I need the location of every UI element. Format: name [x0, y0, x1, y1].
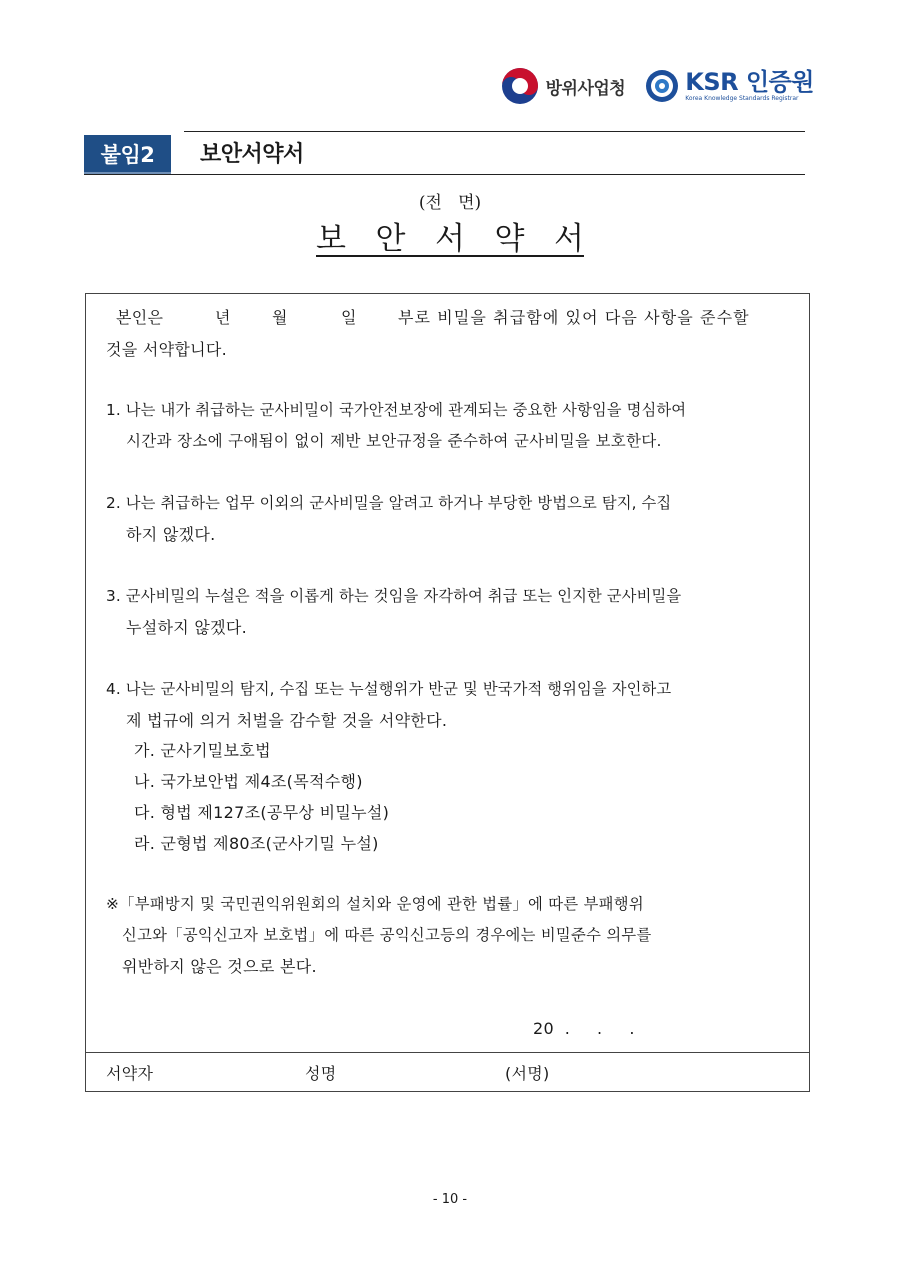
- item-4-line1: 4. 나는 군사비밀의 탐지, 수집 또는 누설행위가 반군 및 반국가적 행위임을 자인하고: [106, 680, 672, 698]
- document-title-text: 보 안 서 약 서: [316, 221, 584, 257]
- signature-divider: [86, 1052, 809, 1053]
- ksr-logo: [645, 69, 814, 103]
- dapa-logo: [500, 66, 626, 106]
- item-3-line2: 누설하지 않겠다.: [126, 618, 248, 637]
- item-1-line2: 시간과 장소에 구애됨이 없이 제반 보안규정을 준수하여 군사비밀을 보호한다.: [126, 432, 662, 450]
- law-item: 가. 군사기밀보호법: [134, 741, 271, 760]
- item-3-line1: 3. 군사비밀의 누설은 적을 이롭게 하는 것임을 자각하여 취급 또는 인지한 군사비밀을: [106, 587, 682, 605]
- note-line2: 신고와「공익신고자 보호법」에 따른 공익신고등의 경우에는 비밀준수 의무를: [122, 926, 652, 944]
- item-1-line1: 1. 나는 내가 취급하는 군사비밀이 국가안전보장에 관계되는 중요한 사항임을 명심하여: [106, 401, 687, 419]
- ksr-logo-text: KSR 인증원: [685, 67, 814, 96]
- date-line: 20 . . .: [533, 1019, 635, 1038]
- header-rule-bottom: [84, 174, 805, 175]
- section-title: 보안서약서: [200, 142, 304, 167]
- section-header: [84, 131, 805, 175]
- intro-text-a: 본인은: [116, 308, 164, 327]
- dapa-logo-text: 방위사업청: [545, 78, 626, 99]
- signer-label: 서약자: [106, 1064, 154, 1083]
- intro-year-label: 년: [215, 308, 231, 327]
- intro-text-line2: 것을 서약합니다.: [106, 340, 228, 359]
- ksr-logo-subtitle: Korea Knowledge Standards Registrar: [685, 94, 799, 102]
- intro-day-label: 일: [341, 308, 357, 327]
- front-label: (전 면): [418, 193, 482, 213]
- law-item: 나. 국가보안법 제4조(목적수행): [134, 772, 363, 791]
- item-2-line2: 하지 않겠다.: [126, 525, 216, 544]
- note-line3: 위반하지 않은 것으로 본다.: [122, 957, 317, 976]
- ksr-emblem-icon: [645, 69, 679, 103]
- intro-text-b: 부로 비밀을 취급함에 있어 다음 사항을 준수할: [398, 308, 750, 327]
- sign-label: (서명): [505, 1064, 550, 1083]
- header-logos: [500, 66, 814, 106]
- law-item: 라. 군형법 제80조(군사기밀 누설): [134, 834, 379, 853]
- intro-month-label: 월: [272, 308, 288, 327]
- item-2-line1: 2. 나는 취급하는 업무 이외의 군사비밀을 알려고 하거나 부당한 방법으로 탐지, 수집: [106, 494, 672, 512]
- taegeuk-emblem-icon: [500, 66, 540, 106]
- law-item: 다. 형법 제127조(공무상 비밀누설): [134, 803, 390, 822]
- attachment-badge: 붙임2: [84, 135, 171, 173]
- page-number: - 10 -: [432, 1192, 468, 1207]
- item-4-line2: 제 법규에 의거 처벌을 감수할 것을 서약한다.: [126, 711, 448, 730]
- header-rule-top: [184, 131, 805, 132]
- document-title: [0, 213, 900, 258]
- name-label: 성명: [305, 1064, 337, 1083]
- note-line1: ※「부패방지 및 국민권익위원회의 설치와 운영에 관한 법률」에 따른 부패행위: [106, 895, 644, 913]
